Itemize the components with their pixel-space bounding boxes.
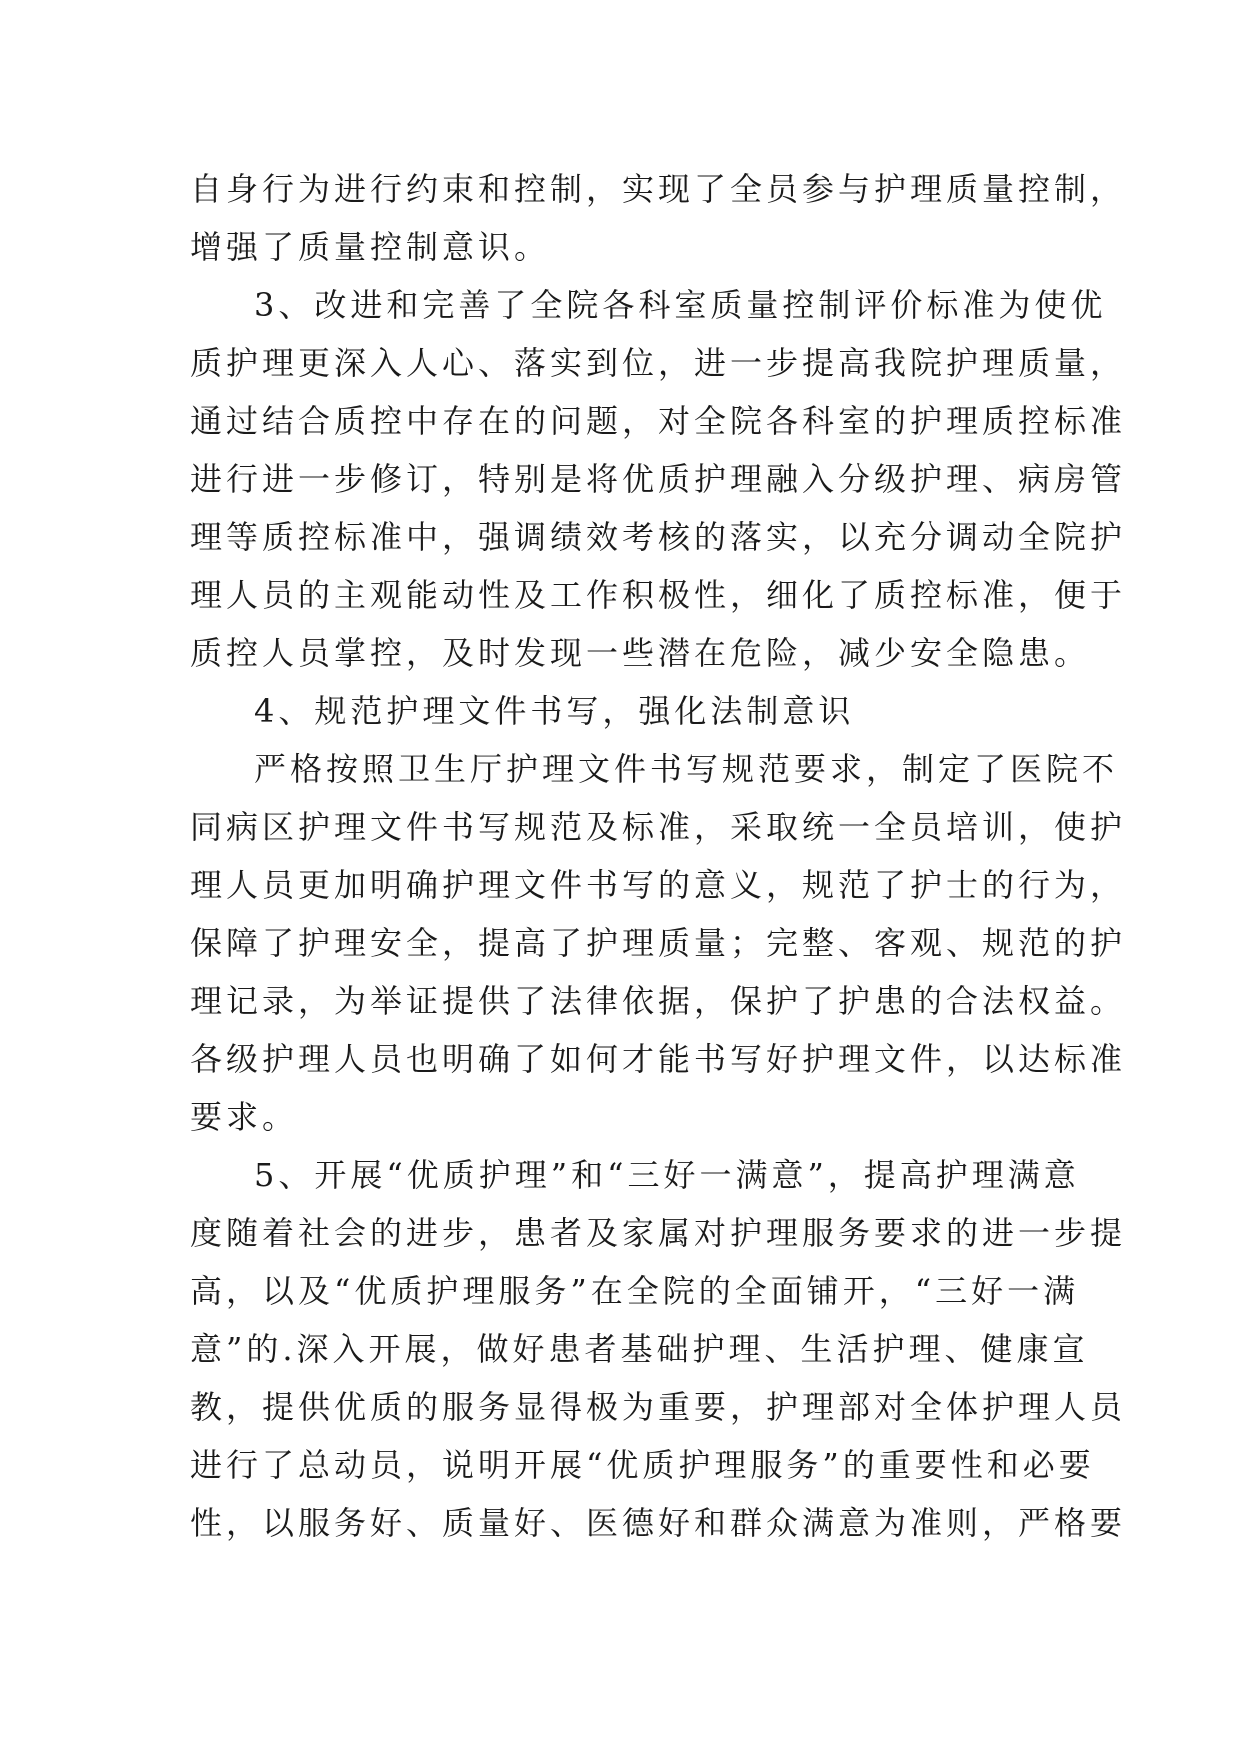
text-line: 增强了质量控制意识。 [190,228,551,266]
text-line: 5、开展“优质护理”和“三好一满意”，提高护理满意 [254,1156,1080,1194]
text-line: 进行进一步修订，特别是将优质护理融入分级护理、病房管 [190,460,1127,498]
text-line: 进行了总动员，说明开展“优质护理服务”的重要性和必要 [190,1446,1095,1484]
text-line: 自身行为进行约束和控制，实现了全员参与护理质量控制， [190,170,1127,208]
section-heading: 4、规范护理文件书写，强化法制意识 [254,692,855,730]
text-line: 度随着社会的进步，患者及家属对护理服务要求的进一步提 [190,1214,1127,1252]
text-line: 理人员更加明确护理文件书写的意义，规范了护士的行为， [190,866,1127,904]
text-line: 教，提供优质的服务显得极为重要，护理部对全体护理人员 [190,1388,1127,1426]
text-line: 各级护理人员也明确了如何才能书写好护理文件，以达标准 [190,1040,1127,1078]
text-line: 理人员的主观能动性及工作积极性，细化了质控标准，便于 [190,576,1127,614]
text-line: 质护理更深入人心、落实到位，进一步提高我院护理质量， [190,344,1127,382]
text-line: 通过结合质控中存在的问题，对全院各科室的护理质控标准 [190,402,1127,440]
text-line: 严格按照卫生厅护理文件书写规范要求，制定了医院不 [254,750,1119,788]
text-line: 质控人员掌控，及时发现一些潜在危险，减少安全隐患。 [190,634,1091,672]
text-line: 理等质控标准中，强调绩效考核的落实，以充分调动全院护 [190,518,1127,556]
text-line: 要求。 [190,1098,299,1136]
text-line: 性，以服务好、质量好、医德好和群众满意为准则，严格要 [190,1504,1127,1542]
text-line: 同病区护理文件书写规范及标准，采取统一全员培训，使护 [190,808,1127,846]
body-text [190,160,1127,1552]
text-line: 保障了护理安全，提高了护理质量；完整、客观、规范的护 [190,924,1127,962]
text-line: 理记录，为举证提供了法律依据，保护了护患的合法权益。 [190,982,1127,1020]
text-line: 3、改进和完善了全院各科室质量控制评价标准为使优 [254,286,1107,324]
text-line: 高，以及“优质护理服务”在全院的全面铺开，“三好一满 [190,1272,1080,1310]
text-line: 意”的.深入开展，做好患者基础护理、生活护理、健康宣 [190,1330,1089,1368]
